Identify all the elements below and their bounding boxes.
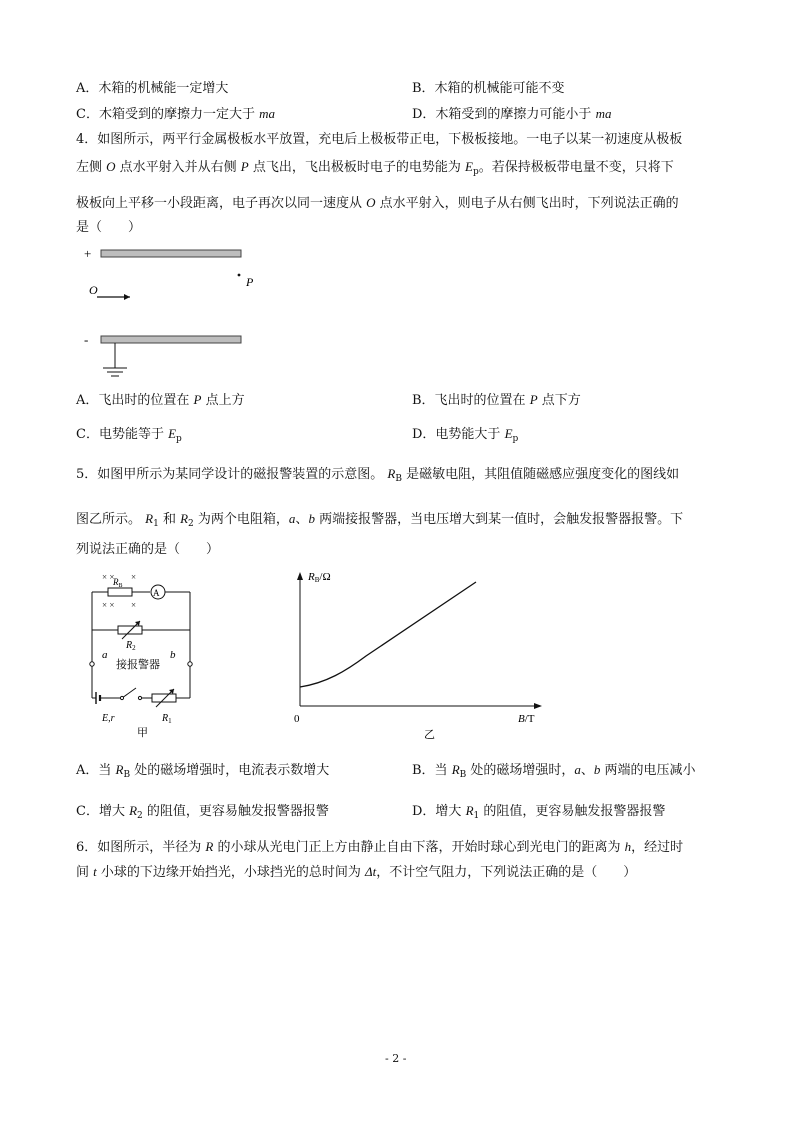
x-axis-label: B/T	[518, 713, 535, 725]
q6-stem-line2: 间 t 小球的下边缘开始挡光，小球挡光的总时间为 Δt，不计空气阻力，下列说法正确的是（ ）	[76, 864, 637, 880]
plus-sign: +	[84, 246, 92, 261]
velocity-arrowhead	[124, 294, 130, 300]
r1-label: $R_1$	[162, 713, 172, 725]
q3-option-b: B．木箱的机械能可能不变	[412, 81, 565, 96]
q4-stem-line4: 是（ ）	[76, 220, 142, 235]
caption-jia: 甲	[137, 727, 148, 739]
origin-label: 0	[294, 713, 300, 725]
label-b: b	[170, 649, 176, 661]
q5-circuit-figure-jia	[82, 568, 202, 740]
switch	[122, 688, 136, 698]
q3-option-c: C．木箱受到的摩擦力一定大于 ma	[76, 106, 275, 122]
lower-plate	[101, 336, 241, 343]
q4-stem-line1: 4．如图所示，两平行金属极板水平放置，充电后上极板带正电，下极板接地。一电子以某一初速度从极板	[76, 132, 683, 147]
q5-graph-figure-yi	[286, 566, 546, 746]
q5-stem-line1: 5．如图甲所示为某同学设计的磁报警装置的示意图。 $R_B$ 是磁敏电阻，其阻值随磁感应强度变化的图线如	[76, 466, 680, 484]
q4-option-c: C．电势能等于 $E_p$	[76, 426, 182, 444]
magnetic-field-marks	[102, 572, 136, 610]
point-o-label: O	[89, 283, 98, 297]
r1-resistor	[152, 694, 176, 702]
point-p	[238, 274, 241, 277]
alarm-label: 接报警器	[116, 659, 160, 671]
svg-text:× ×: × ×	[102, 572, 115, 582]
q4-plates-figure	[80, 240, 280, 390]
q3-option-d: D．木箱受到的摩擦力可能小于 ma	[412, 106, 612, 122]
q5-option-a: A．当 $R_B$ 处的磁场增强时，电流表示数增大	[76, 762, 330, 780]
q4-option-b: B．飞出时的位置在 P 点下方	[412, 392, 581, 408]
q5-stem-line3: 列说法正确的是（ ）	[76, 542, 220, 557]
minus-sign: -	[84, 332, 89, 347]
q3-option-a: A．木箱的机械能一定增大	[76, 81, 229, 96]
point-p-label: P	[246, 275, 254, 289]
label-a: a	[102, 649, 108, 661]
svg-text:× ×: × ×	[102, 600, 115, 610]
ammeter-label: A	[153, 588, 160, 598]
q4-stem-line2: 左侧 O 点水平射入并从右侧 P 点飞出，飞出极板时电子的电势能为 $E_p$。若保持极板带电量不变，只将下	[76, 159, 674, 177]
q5-option-d: D．增大 $R_1$ 的阻值，更容易触发报警器报警	[412, 803, 666, 821]
r2-resistor	[118, 626, 142, 634]
q5-option-c: C．增大 $R_2$ 的阻值，更容易触发报警器报警	[76, 803, 329, 821]
upper-plate	[101, 250, 241, 257]
svg-text:×: ×	[131, 600, 137, 610]
caption-yi: 乙	[424, 729, 435, 741]
rb-label: $R_B$	[113, 577, 123, 589]
rb-vs-b-curve	[300, 582, 476, 687]
page-number: - 2 -	[385, 1052, 407, 1065]
source-label: E,r	[102, 713, 115, 724]
q4-option-d: D．电势能大于 $E_p$	[412, 426, 519, 444]
y-axis-label: RB/Ω	[308, 571, 331, 584]
q4-stem-line3: 极板向上平移一小段距离，电子再次以同一速度从 O 点水平射入，则电子从右侧飞出时，下列说法正确的	[76, 195, 679, 211]
q5-option-b: B．当 $R_B$ 处的磁场增强时，a、b 两端的电压减小	[412, 762, 696, 780]
q6-stem-line1: 6．如图所示，半径为 R 的小球从光电门正上方由静止自由下落，开始时球心到光电门的距离为 h，经过时	[76, 839, 684, 855]
terminal-a	[90, 662, 94, 666]
svg-text:×: ×	[131, 572, 137, 582]
r2-label: $R_2$	[126, 640, 136, 652]
q5-stem-line2: 图乙所示。 $R_1$ 和 $R_2$ 为两个电阻箱，a、b 两端接报警器，当电压增大到某一值时，会触发报警器报警。下	[76, 511, 684, 529]
rb-resistor	[108, 588, 132, 596]
q4-option-a: A．飞出时的位置在 P 点上方	[76, 392, 245, 408]
terminal-b	[188, 662, 192, 666]
